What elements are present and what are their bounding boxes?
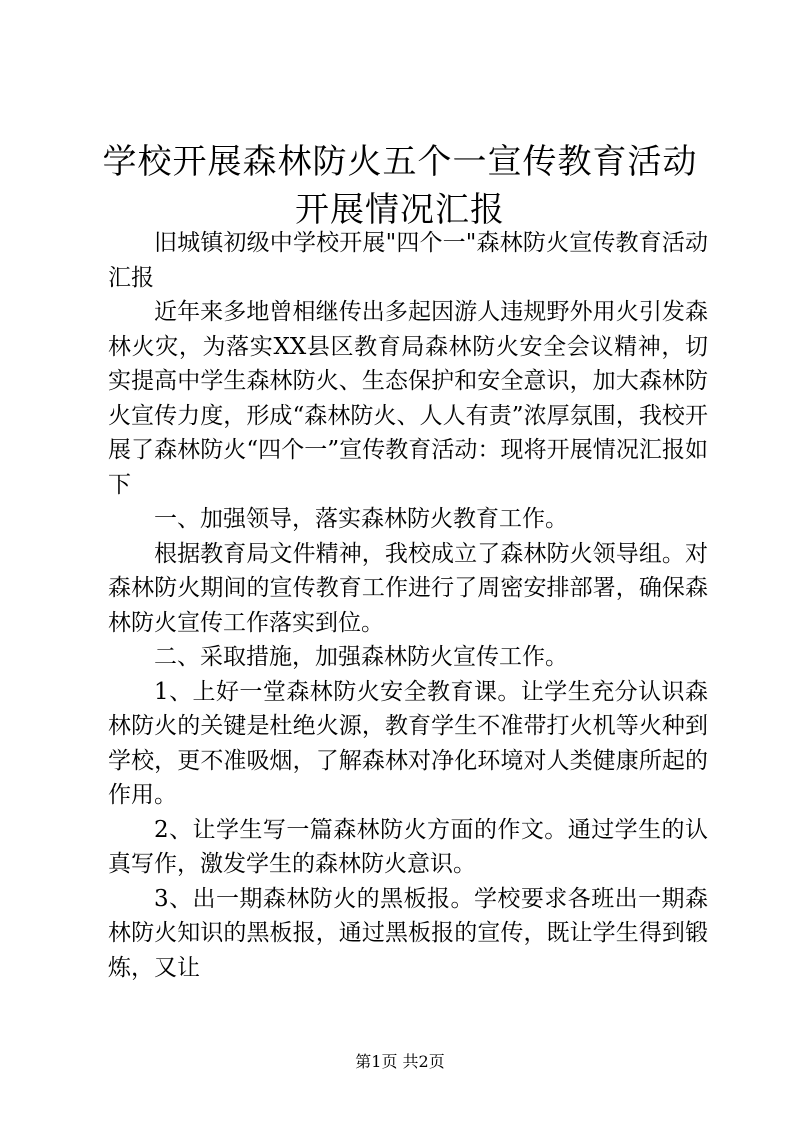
section-heading-1: 一、加强领导，落实森林防火教育工作。	[154, 506, 568, 532]
section-heading-2: 二、采取措施，加强森林防火宣传工作。	[154, 644, 568, 670]
document-body	[108, 226, 708, 985]
document-title: 学校开展森林防火五个一宣传教育活动开展情况汇报	[102, 142, 698, 230]
page-number-footer: 第1页 共2页	[355, 1052, 445, 1071]
paragraph-subtitle: 旧城镇初级中学校开展"四个一"森林防火宣传教育活动汇报	[108, 230, 708, 291]
paragraph-item-3: 3、出一期森林防火的黑板报。学校要求各班出一期森林防火知识的黑板报，通过黑板报的宣传，既让学生得到锻炼，又让	[108, 885, 708, 981]
paragraph-section-1: 根据教育局文件精神，我校成立了森林防火领导组。对森林防火期间的宣传教育工作进行了周密安排部署，确保森林防火宣传工作落实到位。	[108, 540, 708, 636]
paragraph-item-1: 1、上好一堂森林防火安全教育课。让学生充分认识森林防火的关键是杜绝火源，教育学生不准带打火机等火种到学校，更不准吸烟，了解森林对净化环境对人类健康所起的作用。	[108, 678, 708, 808]
paragraph-item-2: 2、让学生写一篇森林防火方面的作文。通过学生的认真写作，激发学生的森林防火意识。	[108, 816, 708, 877]
paragraph-intro: 近年来多地曾相继传出多起因游人违规野外用火引发森林火灾，为落实XX县区教育局森林防火安全会议精神，切实提高中学生森林防火、生态保护和安全意识，加大森林防火宣传力度，形成“森林防火、人人有责”浓厚氛围，我校开展了森林防火“四个一”宣传教育活动：现将开展情况汇报如下	[108, 299, 708, 498]
